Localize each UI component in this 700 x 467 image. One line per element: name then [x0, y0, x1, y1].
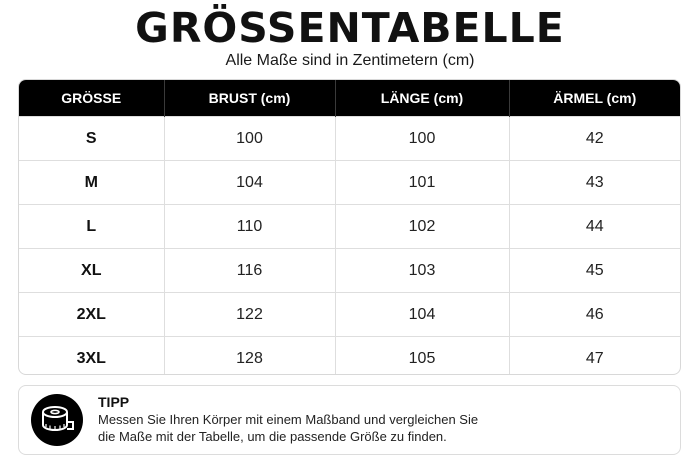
chest-cell: 116 — [164, 249, 335, 293]
column-header-chest: BRUST (cm) — [164, 80, 335, 117]
length-cell: 104 — [335, 293, 509, 337]
size-cell: M — [19, 161, 164, 205]
table-row — [19, 293, 680, 337]
column-header-length: LÄNGE (cm) — [335, 80, 509, 117]
page-title: GRÖSSENTABELLE — [135, 4, 565, 52]
sleeve-cell: 47 — [509, 337, 680, 376]
tip-box — [18, 385, 681, 455]
sleeve-cell: 46 — [509, 293, 680, 337]
table-row — [19, 205, 680, 249]
column-header-size: GRÖSSE — [19, 80, 164, 117]
chest-cell: 104 — [164, 161, 335, 205]
table-header-row — [19, 80, 680, 117]
size-cell: 2XL — [19, 293, 164, 337]
page-subtitle: Alle Maße sind in Zentimetern (cm) — [225, 52, 475, 69]
length-cell: 101 — [335, 161, 509, 205]
sleeve-cell: 43 — [509, 161, 680, 205]
sleeve-cell: 44 — [509, 205, 680, 249]
size-cell: XL — [19, 249, 164, 293]
chest-cell: 100 — [164, 117, 335, 161]
sleeve-cell: 42 — [509, 117, 680, 161]
tip-heading: TIPP — [98, 394, 130, 410]
length-cell: 100 — [335, 117, 509, 161]
table-row — [19, 161, 680, 205]
length-cell: 103 — [335, 249, 509, 293]
chest-cell: 122 — [164, 293, 335, 337]
chest-cell: 110 — [164, 205, 335, 249]
length-cell: 102 — [335, 205, 509, 249]
length-cell: 105 — [335, 337, 509, 376]
table-row — [19, 249, 680, 293]
column-header-sleeve: ÄRMEL (cm) — [509, 80, 680, 117]
size-cell: 3XL — [19, 337, 164, 376]
size-table-grid — [19, 80, 680, 375]
size-table — [18, 79, 681, 375]
table-row — [19, 337, 680, 376]
measuring-tape-icon — [31, 394, 83, 446]
tip-text-line: Messen Sie Ihren Körper mit einem Maßband und vergleichen Sie — [98, 412, 479, 427]
sleeve-cell: 45 — [509, 249, 680, 293]
chest-cell: 128 — [164, 337, 335, 376]
tip-text-line: die Maße mit der Tabelle, um die passende Größe zu finden. — [98, 429, 447, 444]
size-cell: L — [19, 205, 164, 249]
table-row — [19, 117, 680, 161]
size-cell: S — [19, 117, 164, 161]
